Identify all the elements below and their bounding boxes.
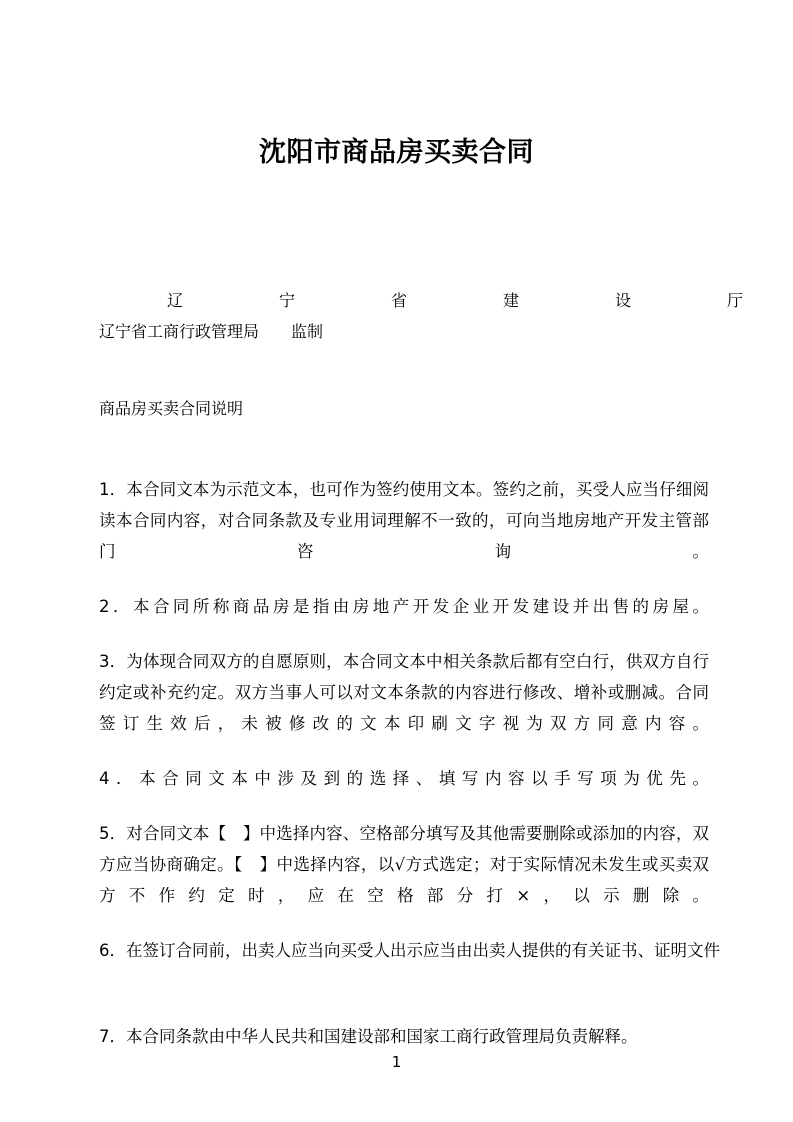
document-title: 沈阳市商品房买卖合同 <box>259 137 534 168</box>
clause-item: 4．本合同文本中涉及到的选择、填写内容以手写项为优先。 <box>99 769 709 788</box>
issuing-authority-line-1-text: 辽宁省建设厅 <box>167 291 743 310</box>
clause-item: 2．本合同所称商品房是指由房地产开发企业开发建设并出售的房屋。 <box>99 597 709 616</box>
clause-item: 5．对合同文本【 】中选择内容、空格部分填写及其他需要删除或添加的内容，双方应当协商确定。【 】中选择内容，以√方式选定；对于实际情况未发生或买卖双方不作约定时，应在空格部分打×，以示删除。 <box>99 824 709 905</box>
issuing-authority-line-2: 辽宁省工商行政管理局 监制 <box>99 322 324 341</box>
clause-item: 6．在签订合同前，出卖人应当向买受人出示应当由出卖人提供的有关证书、证明文件 <box>99 941 720 960</box>
issuing-authority-block <box>99 286 743 346</box>
issuing-authority-line-1 <box>99 286 743 315</box>
section-heading: 商品房买卖合同说明 <box>99 399 244 418</box>
clause-item: 3．为体现合同双方的自愿原则，本合同文本中相关条款后都有空白行，供双方自行约定或补充约定。双方当事人可以对文本条款的内容进行修改、增补或删减。合同签订生效后，未被修改的文本印刷文字视为双方同意内容。 <box>99 652 709 733</box>
page-number: 1 <box>391 1053 402 1071</box>
clause-item: 1．本合同文本为示范文本，也可作为签约使用文本。签约之前，买受人应当仔细阅读本合同内容，对合同条款及专业用词理解不一致的，可向当地房地产开发主管部门咨询。 <box>99 480 709 561</box>
clause-item: 7．本合同条款由中华人民共和国建设部和国家工商行政管理局负责解释。 <box>99 1027 638 1046</box>
clause-list <box>99 474 720 1076</box>
